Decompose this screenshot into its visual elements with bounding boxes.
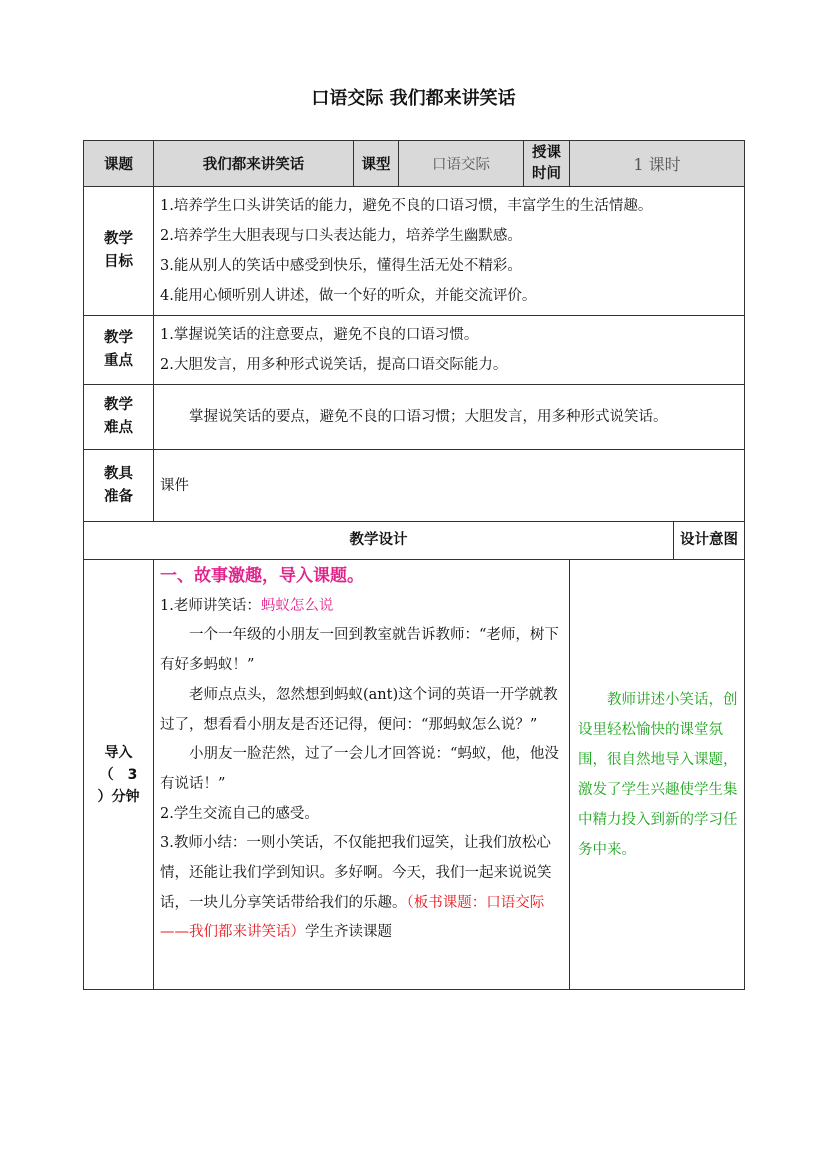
story-title: 蚂蚁怎么说 [260,597,334,614]
objectives-label [84,187,154,316]
difficulties-label [84,385,154,450]
topic-value: 我们都来讲笑话 [154,141,354,187]
time-value: 1 课时 [570,141,745,187]
objective-item: 2.培养学生大胆表现与口头表达能力，培养学生幽默感。 [160,228,522,244]
objectives-label-line1: 教学 [104,231,133,247]
header-row [84,141,745,187]
objective-item: 3.能从别人的笑话中感受到快乐，懂得生活无处不精彩。 [160,258,522,274]
step-2: 2.学生交流自己的感受。 [160,805,319,822]
board-note: （板书课题：口语交际——我们都来讲笑话） [160,894,545,941]
intro-label-line2: （ 3 [99,766,138,783]
materials-content [154,450,745,522]
difficulties-text: 掌握说笑话的要点，避免不良的口语习惯；大胆发言，用多种形式说笑话。 [189,409,668,425]
time-label-line2: 时间 [532,165,561,182]
difficulties-content [154,385,745,450]
intro-label [84,560,154,990]
difficulties-label-line1: 教学 [104,397,133,413]
key-points-label-line2: 重点 [104,353,133,369]
type-value: 口语交际 [399,141,524,187]
materials-label-line1: 教具 [104,465,133,482]
time-label-line1: 授课 [532,144,561,161]
step-3-text: 3.教师小结：一则小笑话，不仅能把我们逗笑，让我们放松心情，还能让我们学到知识。多好啊。今天，我们一起来说说笑话，一块儿分享笑话带给我们的乐趣。 [160,835,552,911]
topic-label: 课题 [84,141,154,187]
time-label [524,141,570,187]
intro-row [84,560,745,990]
difficulties-row [84,385,745,450]
story-paragraph: 一个一年级的小朋友一回到教室就告诉教师：“老师，树下有好多蚂蚁！” [160,627,559,674]
objectives-label-line2: 目标 [104,254,133,270]
section-title: 一、故事激趣，导入课题。 [160,566,364,586]
intent-header: 设计意图 [674,522,745,560]
lesson-plan-table [83,140,745,990]
story-paragraph: 老师点点头，忽然想到蚂蚁(ant)这个词的英语一开学就教过了，想看看小朋友是否还记得，便问：“那蚂蚁怎么说？” [160,686,558,733]
page-title: 口语交际 我们都来讲笑话 [311,88,516,109]
materials-label [84,450,154,522]
design-header: 教学设计 [84,522,674,560]
step-1-prefix: 1.老师讲笑话： [160,597,261,614]
key-point-item: 1.掌握说笑话的注意要点，避免不良的口语习惯。 [160,327,479,343]
design-header-row [84,522,745,560]
type-label: 课型 [354,141,399,187]
difficulties-label-line2: 难点 [104,420,133,436]
materials-label-line2: 准备 [104,488,133,505]
intro-label-line3: ）分钟 [97,788,140,805]
objective-item: 1.培养学生口头讲笑话的能力，避免不良的口语习惯，丰富学生的生活情趣。 [160,198,653,214]
intro-content [154,560,570,990]
materials-row [84,450,745,522]
key-points-content [154,316,745,385]
intro-label-line1: 导入 [104,744,133,761]
step-3-tail: 学生齐读课题 [305,924,392,941]
step-1 [160,592,565,622]
objectives-content [154,187,745,316]
key-points-label [84,316,154,385]
objective-item: 4.能用心倾听别人讲述，做一个好的听众，并能交流评价。 [160,288,537,304]
objectives-row [84,187,745,316]
story-paragraph: 小朋友一脸茫然，过了一会儿才回答说：“蚂蚁，他，他没有说话！” [160,746,559,792]
key-points-label-line1: 教学 [104,330,133,346]
materials-text: 课件 [160,477,189,494]
key-point-item: 2.大胆发言，用多种形式说笑话，提高口语交际能力。 [160,357,508,373]
intro-intent: 教师讲述小笑话，创设里轻松愉快的课堂氛围，很自然地导入课题，激发了学生兴趣使学生集中精力投入到新的学习任务中来。 [570,560,745,990]
step-3 [160,829,565,948]
key-points-row [84,316,745,385]
